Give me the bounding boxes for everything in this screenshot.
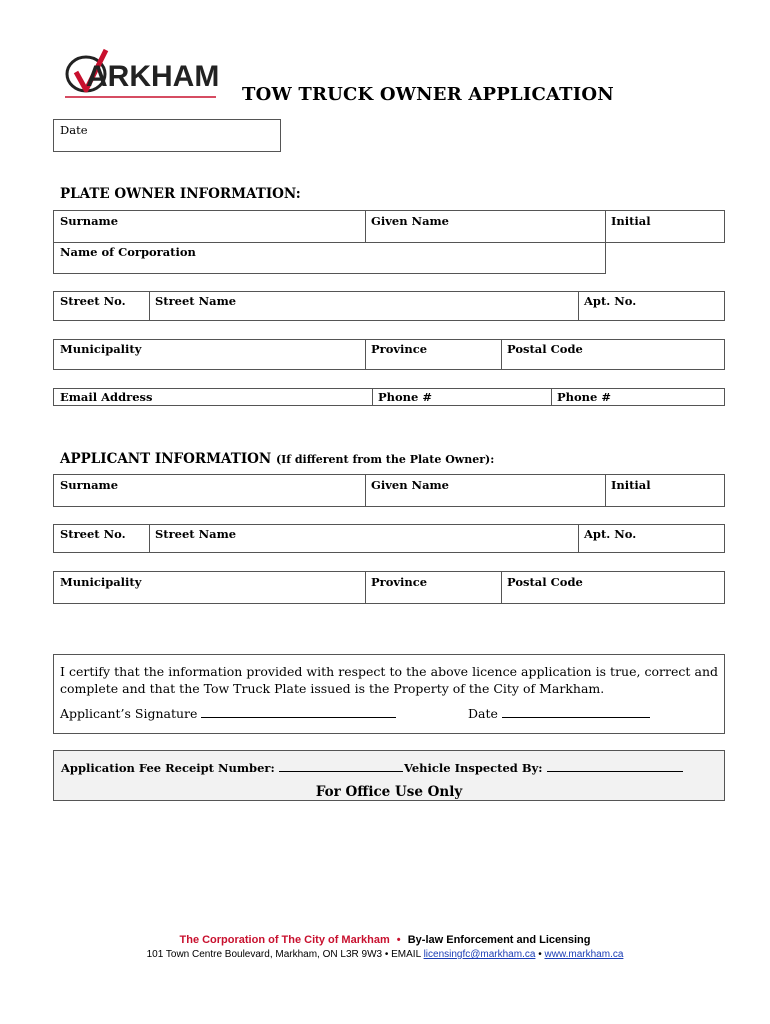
email-label: Email Address: [60, 390, 153, 404]
date-field[interactable]: [53, 119, 281, 152]
plate-owner-street-row[interactable]: [53, 291, 725, 321]
certification-text: I certify that the information provided with respect to the above licence application is true, correct and complete and that the Tow Truck Plate issued is the Property of the City of Markham.: [60, 664, 718, 696]
applicant-postal-code-label: Postal Code: [507, 575, 583, 589]
signature-date-label: Date: [468, 706, 498, 721]
applicant-municipality-row[interactable]: [53, 571, 725, 604]
given-name-label: Given Name: [371, 214, 450, 228]
street-name-label: Street Name: [155, 294, 237, 308]
applicant-heading: APPLICANT INFORMATION (If different from the Plate Owner):: [60, 451, 495, 467]
markham-logo: [62, 46, 218, 100]
applicant-street-row[interactable]: [53, 524, 725, 553]
footer-corp: The Corporation of The City of Markham: [179, 934, 390, 946]
surname-label: Surname: [60, 214, 119, 228]
footer-line-1: The Corporation of The City of Markham • By-law Enforcement and Licensing: [179, 934, 591, 946]
apt-no-label: Apt. No.: [584, 294, 637, 308]
corporation-field[interactable]: [53, 242, 606, 274]
postal-code-label: Postal Code: [507, 342, 583, 356]
signature-label: Applicant’s Signature: [60, 706, 198, 721]
phone-label: Phone #: [378, 390, 432, 404]
office-use-box: [53, 750, 725, 801]
initial-label: Initial: [611, 214, 651, 228]
footer-email-link[interactable]: licensingfc@markham.ca: [423, 949, 536, 960]
applicant-initial-label: Initial: [611, 478, 651, 492]
footer-dept: By-law Enforcement and Licensing: [407, 934, 591, 946]
plate-owner-name-row[interactable]: [53, 210, 725, 243]
office-use-caption: For Office Use Only: [315, 784, 463, 800]
applicant-heading-note: (If different from the Plate Owner):: [275, 453, 495, 466]
corporation-label: Name of Corporation: [60, 245, 196, 259]
signature-date-line[interactable]: [468, 706, 650, 721]
footer-line-2: 101 Town Centre Boulevard, Markham, ON L3R 9W3 • EMAIL licensingfc@markham.ca • www.markham.ca: [146, 949, 624, 960]
plate-owner-contact-row[interactable]: [53, 388, 725, 406]
phone-label-2: Phone #: [557, 390, 611, 404]
plate-owner-municipality-row[interactable]: [53, 339, 725, 370]
applicant-street-no-label: Street No.: [60, 527, 126, 541]
street-no-label: Street No.: [60, 294, 126, 308]
logo-text: ARKHAM: [86, 60, 218, 93]
applicant-apt-no-label: Apt. No.: [584, 527, 637, 541]
footer-address: 101 Town Centre Boulevard, Markham, ON L3R 9W3 • EMAIL: [146, 949, 421, 960]
footer-website-link[interactable]: www.markham.ca: [544, 949, 624, 960]
date-label: Date: [60, 123, 88, 137]
applicant-street-name-label: Street Name: [155, 527, 237, 541]
page-title: TOW TRUCK OWNER APPLICATION: [242, 84, 614, 105]
plate-owner-heading: PLATE OWNER INFORMATION:: [60, 186, 301, 202]
inspected-by-label: Vehicle Inspected By:: [404, 761, 683, 775]
applicant-name-row[interactable]: [53, 474, 725, 507]
fee-receipt-label: Application Fee Receipt Number:: [61, 761, 403, 775]
applicant-municipality-label: Municipality: [60, 575, 142, 589]
applicant-surname-label: Surname: [60, 478, 119, 492]
applicant-province-label: Province: [371, 575, 428, 589]
signature-line[interactable]: [60, 706, 396, 721]
province-label: Province: [371, 342, 428, 356]
applicant-given-name-label: Given Name: [371, 478, 450, 492]
municipality-label: Municipality: [60, 342, 142, 356]
